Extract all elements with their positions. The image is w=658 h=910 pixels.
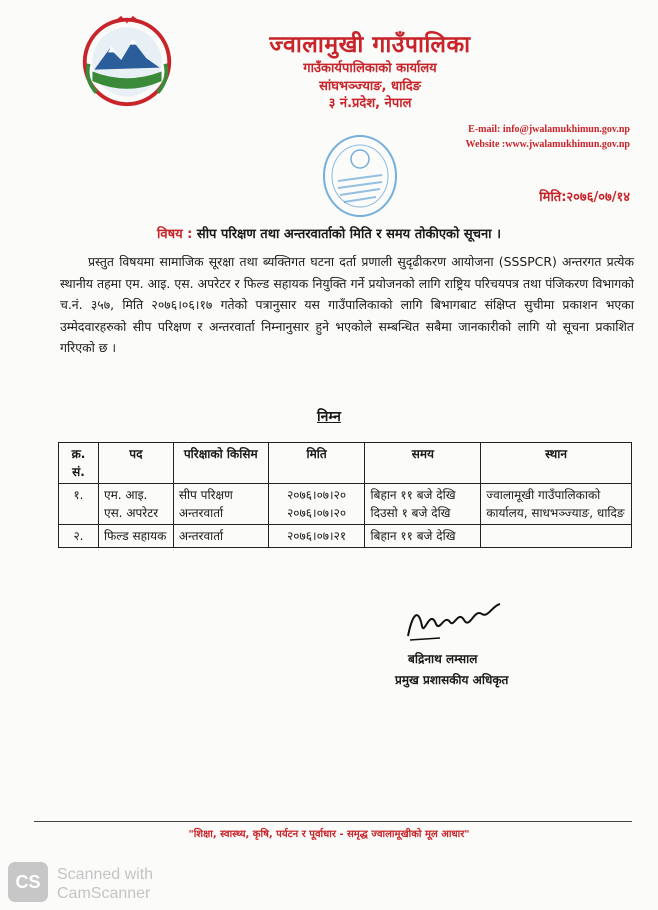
province-line: ३ नं.प्रदेश, नेपाल <box>328 96 412 111</box>
exam-skill-test: सीप परिक्षण <box>178 488 233 502</box>
cell-time <box>365 484 481 525</box>
header-date: मिति <box>268 443 365 484</box>
contact-info <box>466 122 630 152</box>
cell-sn: १. <box>59 484 99 525</box>
footer-slogan: "शिक्षा, स्वास्थ्य, कृषि, पर्यटन र पूर्वाधार - समृद्ध ज्वालामूखीको मूल आधार" <box>188 829 470 840</box>
date-skill-test: २०७६।०७।२० <box>287 488 347 502</box>
office-stamp-icon <box>320 133 400 219</box>
header-sn: क्र. सं. <box>59 443 99 484</box>
notice-date: मिति:२०७६/०७/१४ <box>539 190 630 205</box>
watermark-line-2: CamScanner <box>57 885 151 902</box>
header-venue: स्थान <box>481 443 632 484</box>
header-exam-type: परिक्षाको किसिम <box>173 443 268 484</box>
nepal-emblem-icon <box>78 12 176 108</box>
cell-exam-type <box>173 484 268 525</box>
watermark-line-1: Scanned with <box>57 866 154 883</box>
section-heading: निम्न <box>317 409 341 425</box>
signatory-name: बद्रिनाथ लम्साल <box>408 652 478 666</box>
table-row <box>59 484 632 525</box>
date-interview: २०७६।०७।२० <box>287 506 347 520</box>
camscanner-logo-icon: CS <box>8 862 48 902</box>
header-time: समय <box>365 443 481 484</box>
cell-exam-type: अन्तरवार्ता <box>173 525 268 548</box>
cell-venue: ज्वालामूखी गाउँपालिकाको कार्यालय, साधभञ्ज्याङ, धादिङ <box>481 484 632 525</box>
time-skill-test: बिहान ११ बजे देखि <box>370 488 456 502</box>
time-interview: दिउसो १ बजे देखि <box>370 506 451 520</box>
subject-line <box>0 224 658 242</box>
cell-post: एम. आइ. एस. अपरेटर <box>98 484 173 525</box>
subject-text: सीप परिक्षण तथा अन्तरवार्ताको मिति र समय तोकीएको सूचना । <box>196 227 501 242</box>
cell-post: फिल्ड सहायक <box>98 525 173 548</box>
footer-divider <box>34 821 632 822</box>
cell-date: २०७६।०७।२१ <box>268 525 365 548</box>
cell-time: बिहान ११ बजे देखि <box>365 525 481 548</box>
signatory-designation: प्रमुख प्रशासकीय अधिकृत <box>395 673 509 687</box>
notice-body: प्रस्तुत विषयमा सामाजिक सूरक्षा तथा ब्यक्तिगत घटना दर्ता प्रणाली सुदृढीकरण आयोजना (SSSPCR) अन्तरगत प्रत्येक स्थानीय तहमा एम. आइ. एस. अपरेटर र फिल्ड सहायक नियुक्ति गर्ने प्रयोजनको लागि राष्ट्रिय परिचयपत्र तथा पंजिकरण विभागको च.नं. ३५७, मिति २०७६।०६।१७ गतेको पत्रानुसार यस गाउँपालिकाको लागि बिभागबाट संक्षिप्त सुचीमा प्रकाशन भएका उम्मेदवारहरुको सीप परिक्षण र अन्तरवार्ता निम्नानुसार हुने भएकोले सम्बन्धित सबैमा जानकारीको लागि यो सूचना प्रकाशित गरिएको छ । <box>60 254 634 355</box>
email-line: E-mail: info@jwalamukhimun.gov.np <box>468 124 630 135</box>
website-line: Website :www.jwalamukhimun.gov.np <box>465 139 630 150</box>
cell-venue-empty <box>481 525 632 548</box>
exam-interview: अन्तरवार्ता <box>178 506 224 520</box>
subject-label: विषय : <box>157 227 193 242</box>
cell-sn: २. <box>59 525 99 548</box>
header-post: पद <box>98 443 173 484</box>
letterhead <box>190 30 550 112</box>
scanner-watermark <box>57 865 153 903</box>
schedule-table <box>58 442 632 548</box>
table-header-row <box>59 443 632 484</box>
organization-name: ज्वालामुखी गाउँपालिका <box>269 32 471 58</box>
signature-icon <box>400 596 510 644</box>
office-address: सांघभञ्ज्याङ, धादिङ <box>319 79 421 94</box>
cell-date <box>268 484 365 525</box>
office-name: गाउँकार्यपालिकाको कार्यालय <box>303 61 437 76</box>
table-row <box>59 525 632 548</box>
